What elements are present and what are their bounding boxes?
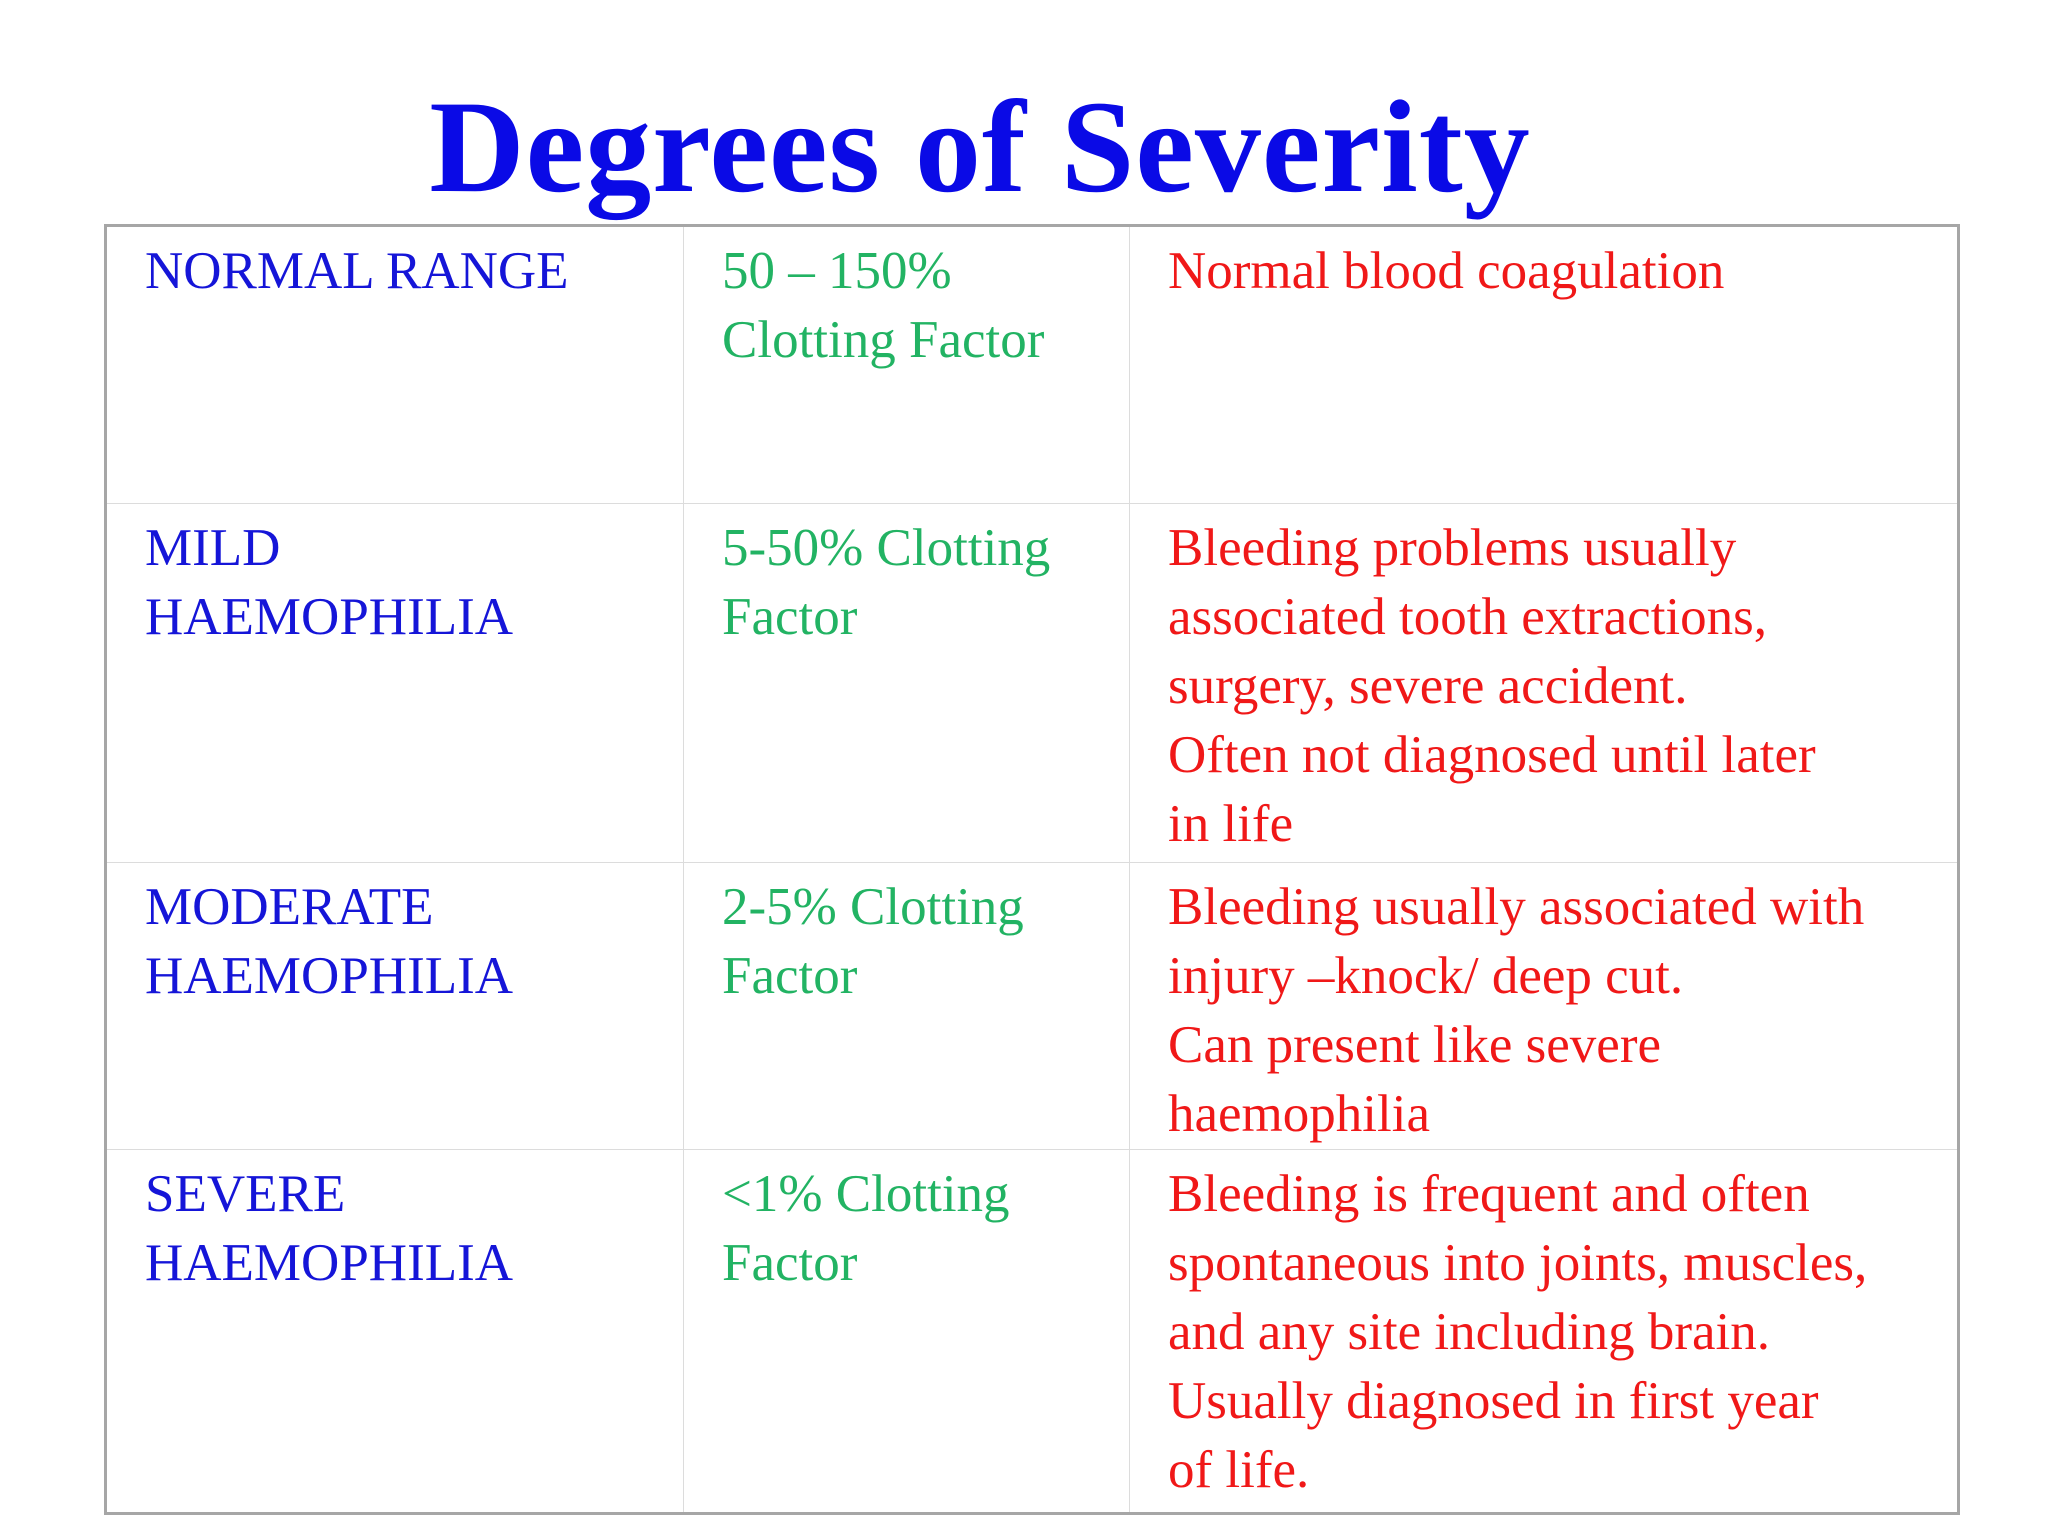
- description-text: Bleeding usually associated with: [1168, 878, 1865, 936]
- severity-level-cell: [106, 504, 684, 863]
- description-text: Usually diagnosed in first year: [1168, 1372, 1819, 1430]
- severity-table: [104, 224, 1960, 1515]
- description-text: Bleeding is frequent and often: [1168, 1165, 1810, 1223]
- severity-level-text: HAEMOPHILIA: [145, 588, 514, 646]
- severity-level-text: MODERATE: [145, 878, 434, 936]
- severity-level-cell: [106, 1150, 684, 1514]
- clotting-factor-text: <1% Clotting: [722, 1165, 1010, 1223]
- description-text: Often not diagnosed until later: [1168, 726, 1816, 784]
- clotting-factor-cell: [684, 1150, 1130, 1514]
- description-text: Can present like severe: [1168, 1016, 1661, 1074]
- table-row-severe-haemophilia: [106, 1150, 1959, 1514]
- severity-level-text: HAEMOPHILIA: [145, 1234, 514, 1292]
- description-text: surgery, severe accident.: [1168, 657, 1688, 715]
- severity-level-text: MILD: [145, 519, 281, 577]
- severity-level-cell: [106, 226, 684, 504]
- description-text: Normal blood coagulation: [1168, 242, 1725, 300]
- table-row-moderate-haemophilia: [106, 863, 1959, 1150]
- description-cell: [1130, 504, 1959, 863]
- clotting-factor-text: Factor: [722, 1234, 858, 1292]
- table-row-normal-range: [106, 226, 1959, 504]
- description-cell: [1130, 863, 1959, 1150]
- description-text: injury –knock/ deep cut.: [1168, 947, 1684, 1005]
- clotting-factor-text: 5-50% Clotting: [722, 519, 1051, 577]
- clotting-factor-text: Factor: [722, 588, 858, 646]
- clotting-factor-cell: [684, 504, 1130, 863]
- clotting-factor-cell: [684, 863, 1130, 1150]
- severity-level-cell: [106, 863, 684, 1150]
- clotting-factor-text: Clotting Factor: [722, 311, 1045, 369]
- description-text: spontaneous into joints, muscles,: [1168, 1234, 1868, 1292]
- clotting-factor-text: Factor: [722, 947, 858, 1005]
- clotting-factor-cell: [684, 226, 1130, 504]
- description-text: and any site including brain.: [1168, 1303, 1770, 1361]
- description-text: associated tooth extractions,: [1168, 588, 1768, 646]
- severity-level-text: SEVERE: [145, 1165, 346, 1223]
- description-text: Bleeding problems usually: [1168, 519, 1737, 577]
- clotting-factor-text: 50 – 150%: [722, 242, 952, 300]
- description-text: in life: [1168, 795, 1294, 853]
- description-text: of life.: [1168, 1441, 1310, 1499]
- description-cell: [1130, 226, 1959, 504]
- description-text: haemophilia: [1168, 1085, 1430, 1143]
- severity-level-text: NORMAL RANGE: [145, 242, 569, 300]
- description-cell: [1130, 1150, 1959, 1514]
- severity-level-text: HAEMOPHILIA: [145, 947, 514, 1005]
- slide-title: Degrees of Severity: [429, 73, 1531, 220]
- table-row-mild-haemophilia: [106, 504, 1959, 863]
- clotting-factor-text: 2-5% Clotting: [722, 878, 1024, 936]
